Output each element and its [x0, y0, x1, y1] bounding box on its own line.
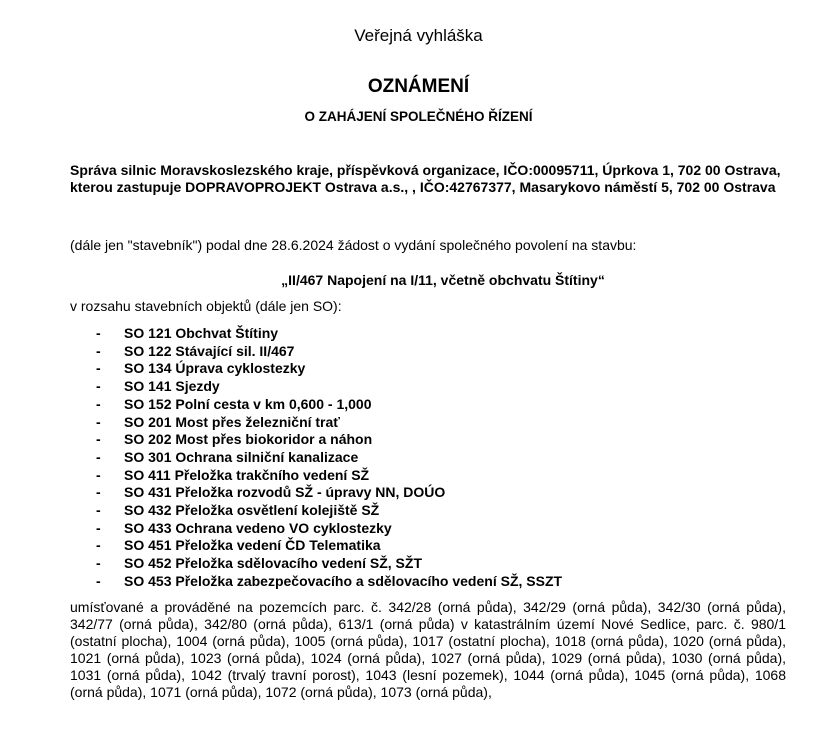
- building-object-item: [96, 360, 562, 378]
- list-bullet: -: [96, 484, 101, 501]
- building-object-item: [96, 378, 562, 396]
- building-object-label: SO 432 Přeložka osvětlení kolejiště SŽ: [124, 502, 380, 519]
- building-object-label: SO 411 Přeložka trakčního vedení SŽ: [124, 466, 370, 483]
- building-object-label: SO 301 Ochrana silniční kanalizace: [124, 448, 359, 465]
- building-object-item: [96, 573, 562, 591]
- building-object-item: [96, 449, 562, 467]
- building-object-item: [96, 414, 562, 432]
- applicant-block: [70, 162, 786, 196]
- list-bullet: -: [96, 413, 101, 430]
- list-bullet: -: [96, 555, 101, 572]
- list-bullet: -: [96, 502, 101, 519]
- building-object-label: SO 451 Přeložka vedení ČD Telematika: [124, 537, 381, 554]
- submission-text: (dále jen "stavebník") podal dne 28.6.2024 žádost o vydání společného povolení na stavbu:: [70, 237, 637, 253]
- building-object-item: [96, 396, 562, 414]
- representative-line: kterou zastupuje DOPRAVOPROJEKT Ostrava a.s., , IČO:42767377, Masarykovo náměstí 5, 702 00 Ostrava: [70, 179, 776, 195]
- building-object-label: SO 152 Polní cesta v km 0,600 - 1,000: [124, 395, 372, 412]
- building-object-label: SO 122 Stávající sil. II/467: [124, 342, 295, 359]
- building-object-item: [96, 502, 562, 520]
- project-name: „II/467 Napojení na I/11, včetně obchvatu Štítiny“: [281, 272, 605, 288]
- list-bullet: -: [96, 572, 101, 589]
- list-bullet: -: [96, 342, 101, 359]
- building-object-item: [96, 537, 562, 555]
- list-bullet: -: [96, 537, 101, 554]
- announcement-heading: OZNÁMENÍ: [367, 76, 470, 97]
- building-object-item: [96, 431, 562, 449]
- list-bullet: -: [96, 519, 101, 536]
- applicant-line: Správa silnic Moravskoslezského kraje, příspěvková organizace, IČO:00095711, Úprkova 1, 702 00 Ostrava,: [70, 162, 781, 178]
- building-object-item: [96, 343, 562, 361]
- announcement-subtitle: O ZAHÁJENÍ SPOLEČNÉHO ŘÍZENÍ: [304, 109, 533, 124]
- list-bullet: -: [96, 466, 101, 483]
- building-objects-list: [96, 325, 562, 591]
- building-object-item: [96, 484, 562, 502]
- building-object-label: SO 201 Most přes železniční trať: [124, 413, 341, 430]
- building-object-label: SO 141 Sjezdy: [124, 378, 220, 395]
- building-object-item: [96, 555, 562, 573]
- building-object-label: SO 431 Přeložka rozvodů SŽ - úpravy NN, DOÚO: [124, 484, 446, 501]
- list-bullet: -: [96, 448, 101, 465]
- list-bullet: -: [96, 431, 101, 448]
- building-object-label: SO 121 Obchvat Štítiny: [124, 325, 279, 341]
- building-object-label: SO 453 Přeložka zabezpečovacího a sdělovacího vedení SŽ, SSZT: [124, 572, 563, 589]
- scope-intro: v rozsahu stavebních objektů (dále jen SO):: [70, 298, 342, 314]
- building-object-label: SO 433 Ochrana vedeno VO cyklostezky: [124, 519, 392, 536]
- building-object-item: [96, 325, 562, 343]
- building-object-item: [96, 467, 562, 485]
- list-bullet: -: [96, 325, 101, 341]
- building-object-label: SO 134 Úprava cyklostezky: [124, 360, 306, 377]
- document-title: Veřejná vyhláška: [354, 26, 483, 45]
- list-bullet: -: [96, 395, 101, 412]
- building-object-label: SO 202 Most přes biokoridor a náhon: [124, 431, 373, 448]
- list-bullet: -: [96, 360, 101, 377]
- building-object-label: SO 452 Přeložka sdělovacího vedení SŽ, SŽT: [124, 555, 422, 572]
- building-object-item: [96, 520, 562, 538]
- list-bullet: -: [96, 378, 101, 395]
- parcels-text: umísťované a prováděné na pozemcích parc. č. 342/28 (orná půda), 342/29 (orná půda), 342/30 (orná půda), 342/77 (orná půda), 342/80 (orná půda), 613/1 (orná půda) v katastrálním území Nové Sedlice, parc. č. 980/1 (ostatní plocha), 1004 (orná půda), 1005 (orná půda), 1017 (ostatní plocha), 1018 (orná půda), 1020 (orná půda), 1021 (orná půda), 1023 (orná půda), 1024 (orná půda), 1027 (orná půda), 1029 (orná půda), 1030 (orná půda), 1031 (orná půda), 1042 (trvalý travní porost), 1043 (lesní pozemek), 1044 (orná půda), 1045 (orná půda), 1068 (orná půda), 1071 (orná půda), 1072 (orná půda), 1073 (orná půda),: [70, 599, 786, 700]
